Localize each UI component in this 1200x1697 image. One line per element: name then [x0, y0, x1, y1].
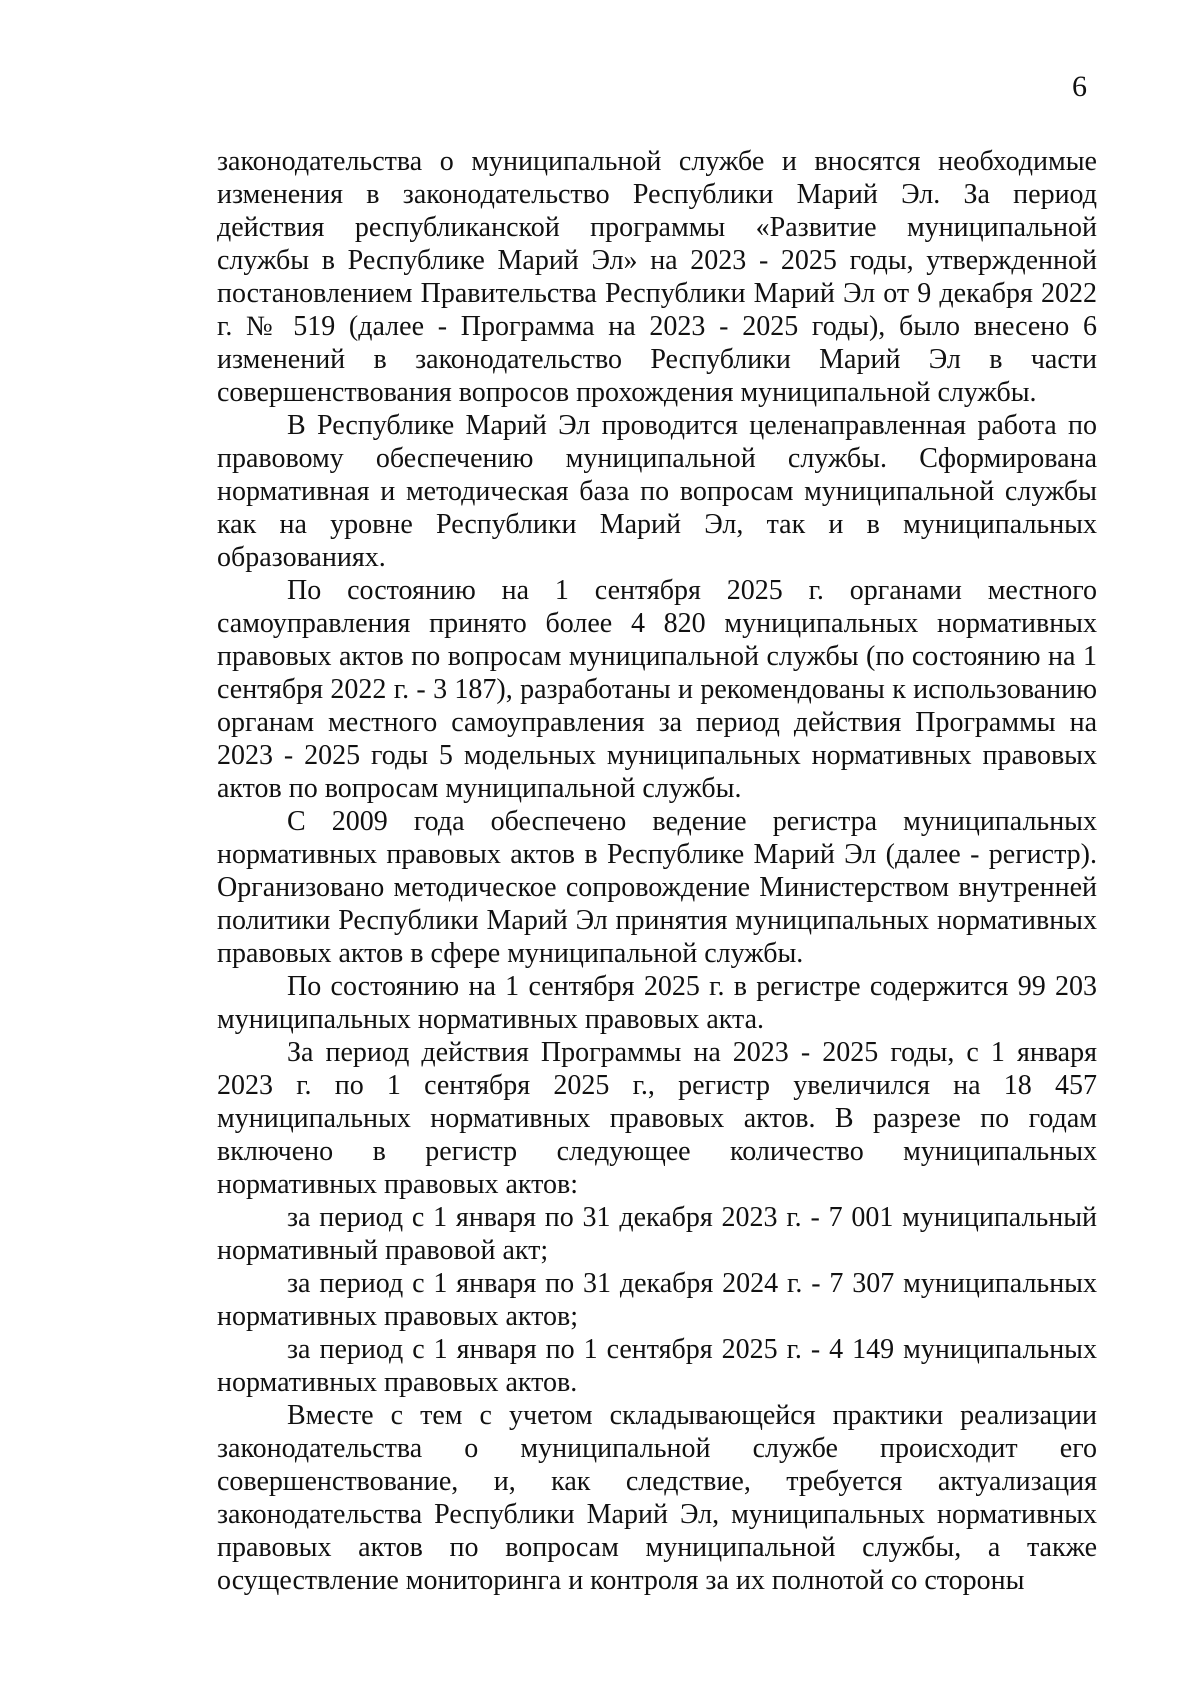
page-number: 6	[1072, 70, 1087, 103]
paragraph-legal-base: В Республике Марий Эл проводится целенаправленная работа по правовому обеспечению муниципальной службы. Сформирована нормативная и методическая база по вопросам муниципальной службы как на уровне Республики Марий Эл, так и в муниципальных образованиях.	[217, 410, 1097, 573]
document-body	[217, 145, 1097, 1597]
paragraph-continuation: законодательства о муниципальной службе и вносятся необходимые изменения в законодательство Республики Марий Эл. За период действия республиканской программы «Развитие муниципальной службы в Республике Марий Эл» на 2023 - 2025 годы, утвержденной постановлением Правительства Республики Марий Эл от 9 декабря 2022 г. № 519 (далее - Программа на 2023 - 2025 годы), было внесено 6 изменений в законодательство Республики Марий Эл в части совершенствования вопросов прохождения муниципальной службы.	[217, 146, 1097, 408]
list-item-2023: за период с 1 января по 31 декабря 2023 г. - 7 001 муниципальный нормативный правовой акт;	[217, 1202, 1097, 1266]
paragraph-normative-acts: По состоянию на 1 сентября 2025 г. органами местного самоуправления принято более 4 820 муниципальных нормативных правовых актов по вопросам муниципальной службы (по состоянию на 1 сентября 2022 г. - 3 187), разработаны и рекомендованы к использованию органам местного самоуправления за период действия Программы на 2023 - 2025 годы 5 модельных муниципальных нормативных правовых актов по вопросам муниципальной службы.	[217, 575, 1097, 804]
paragraph-registry-count: По состоянию на 1 сентября 2025 г. в регистре содержится 99 203 муниципальных нормативных правовых акта.	[217, 971, 1097, 1035]
list-item-2024: за период с 1 января по 31 декабря 2024 г. - 7 307 муниципальных нормативных правовых актов;	[217, 1268, 1097, 1332]
paragraph-registry-growth: За период действия Программы на 2023 - 2025 годы, с 1 января 2023 г. по 1 сентября 2025 г., регистр увеличился на 18 457 муниципальных нормативных правовых актов. В разрезе по годам включено в регистр следующее количество муниципальных нормативных правовых актов:	[217, 1037, 1097, 1200]
list-item-2025: за период с 1 января по 1 сентября 2025 г. - 4 149 муниципальных нормативных правовых актов.	[217, 1334, 1097, 1398]
paragraph-conclusion: Вместе с тем с учетом складывающейся практики реализации законодательства о муниципальной службе происходит его совершенствование, и, как следствие, требуется актуализация законодательства Республики Марий Эл, муниципальных нормативных правовых актов по вопросам муниципальной службы, а также осуществление мониторинга и контроля за их полнотой со стороны	[217, 1400, 1097, 1596]
paragraph-registry: С 2009 года обеспечено ведение регистра муниципальных нормативных правовых актов в Республике Марий Эл (далее - регистр). Организовано методическое сопровождение Министерством внутренней политики Республики Марий Эл принятия муниципальных нормативных правовых актов в сфере муниципальной службы.	[217, 806, 1097, 969]
